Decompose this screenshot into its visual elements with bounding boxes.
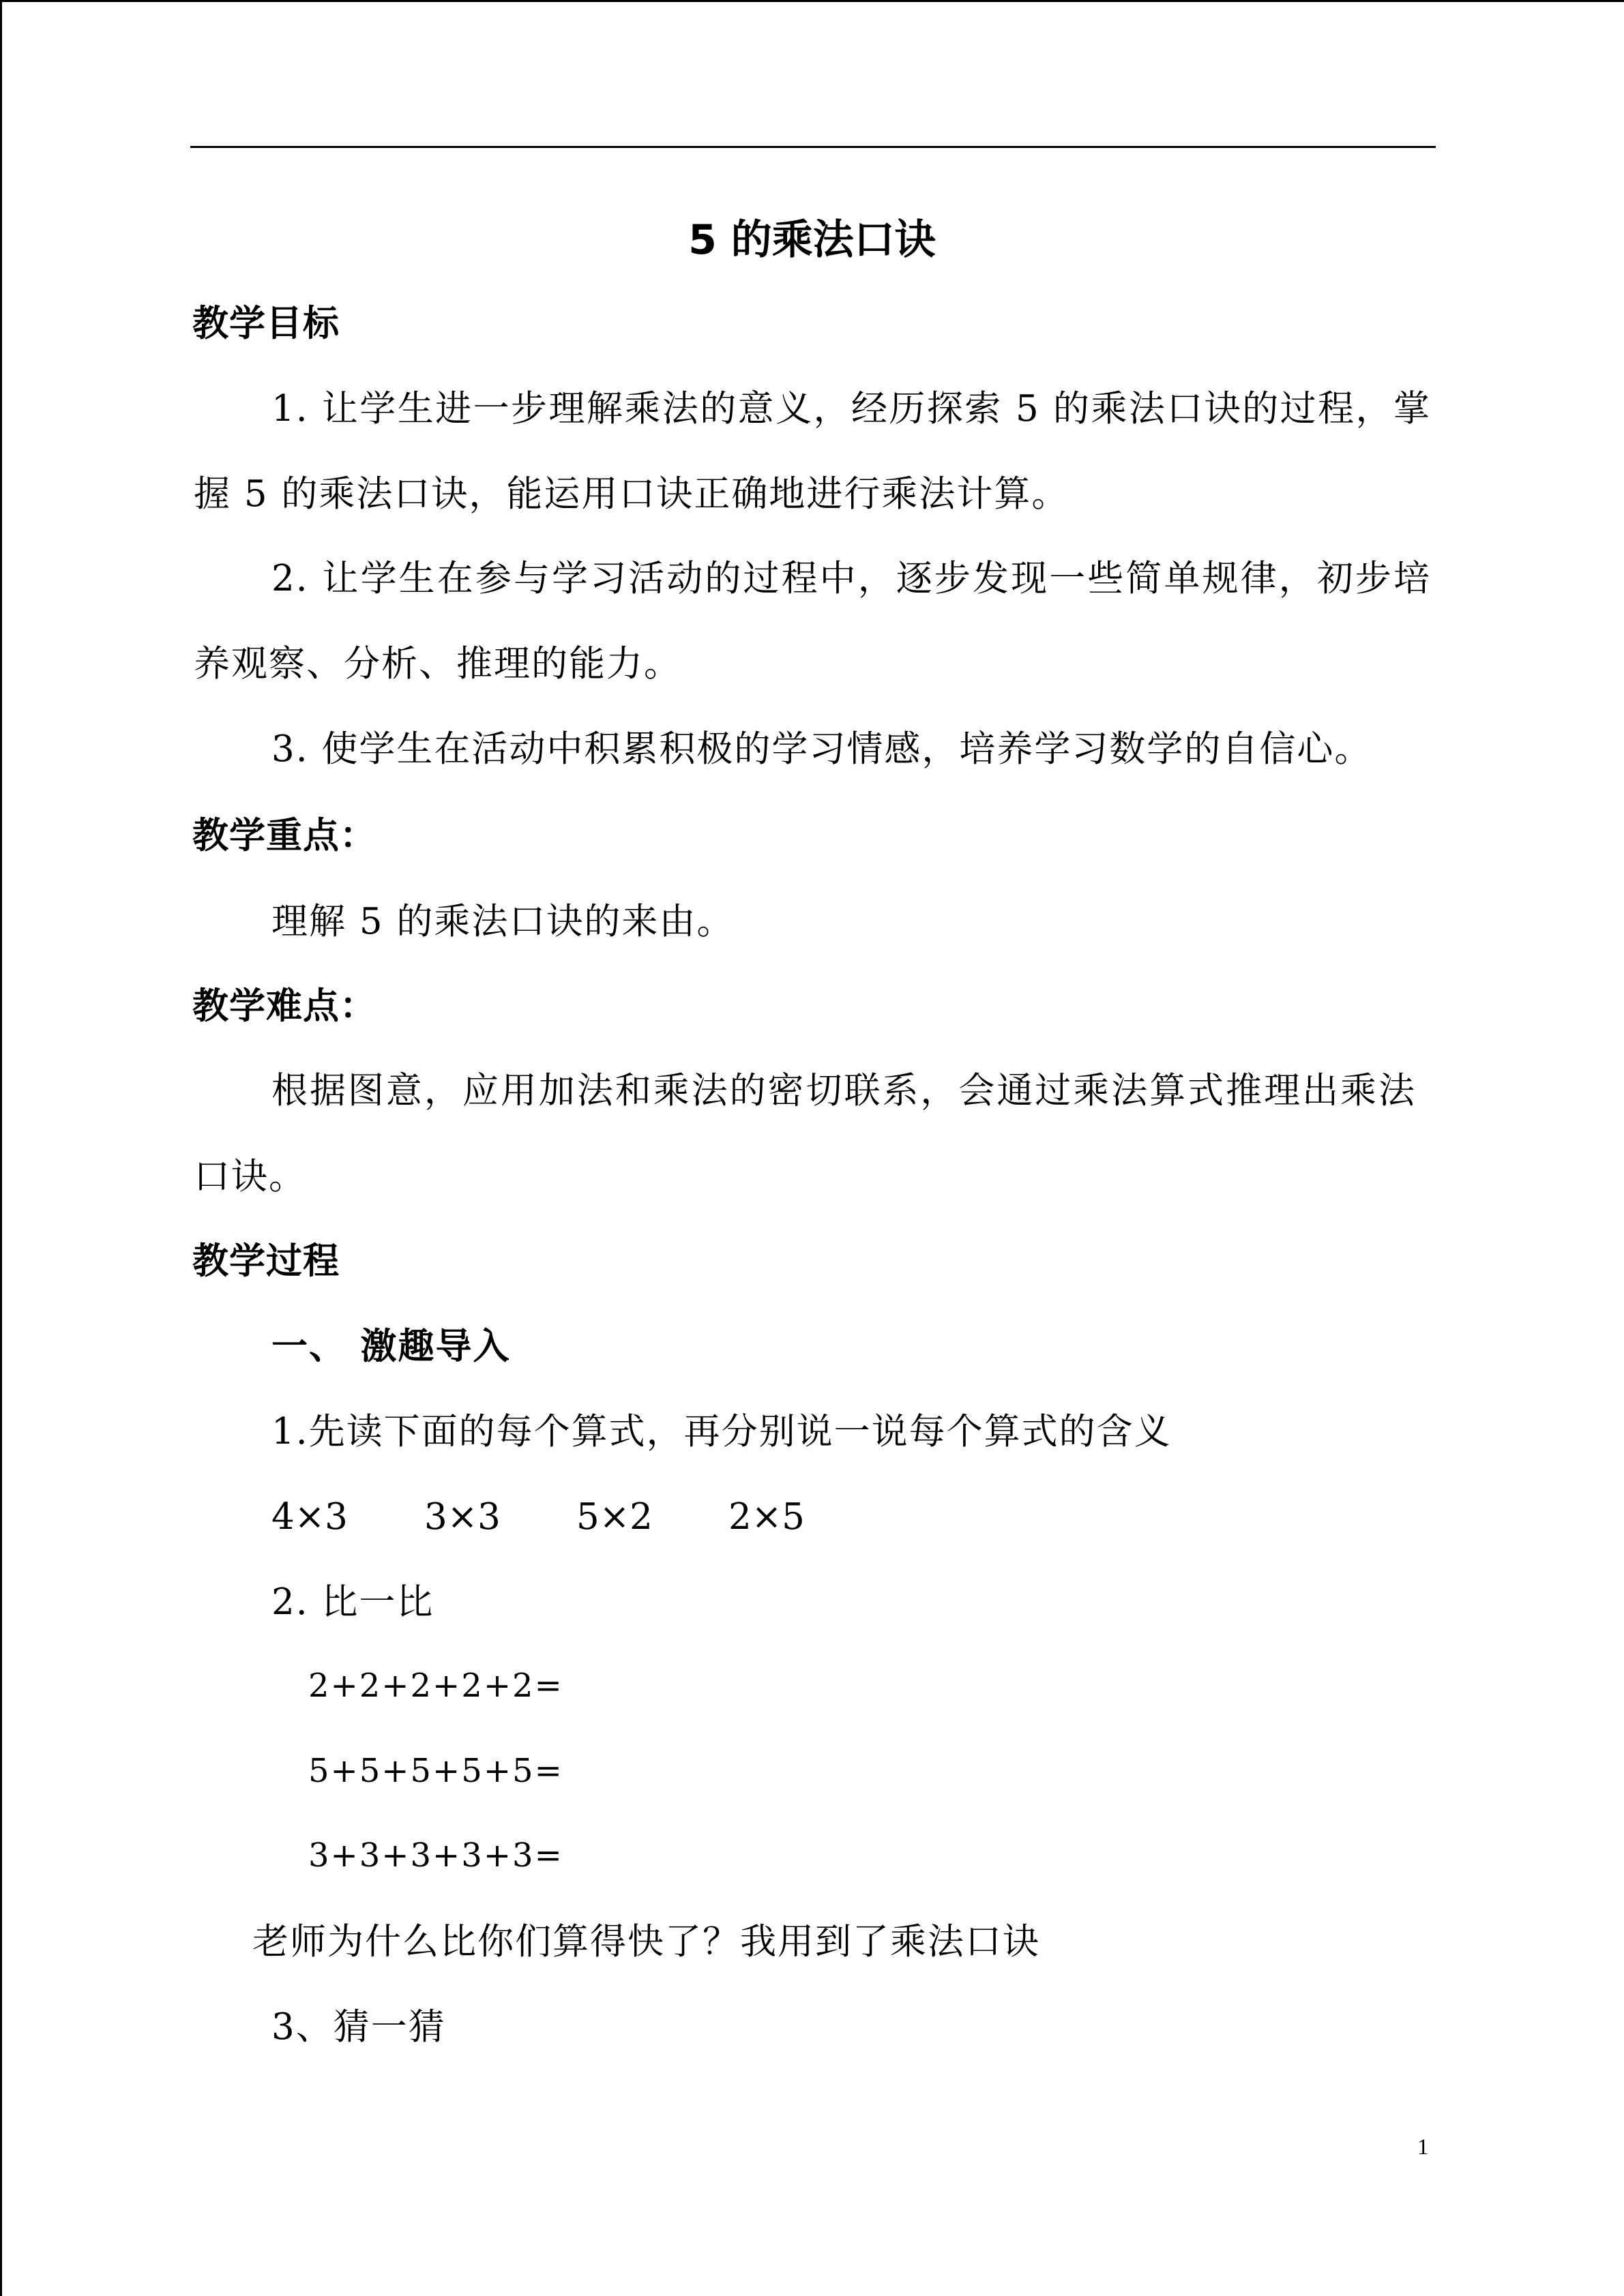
difficulty-heading: 教学难点： [192,985,377,1027]
goals-heading: 教学目标 [192,303,340,344]
teacher-remark: 老师为什么比你们算得快了？我用到了乘法口诀 [252,1921,1040,1963]
key-point-text: 理解 5 的乘法口诀的来由。 [271,901,735,942]
sum-expression: 2+2+2+2+2= [308,1667,563,1705]
step-1-text: 1.先读下面的每个算式，再分别说一说每个算式的含义 [271,1411,1172,1452]
key-point-heading: 教学重点： [192,815,377,856]
goal-3: 3. 使学生在活动中积累积极的学习情感，培养学习数学的自信心。 [271,728,1372,770]
expression: 2×5 [728,1496,805,1538]
difficulty-line-1: 根据图意，应用加法和乘法的密切联系，会通过乘法算式推理出乘法 [271,1070,1416,1112]
expression: 3×3 [424,1496,501,1538]
step-2-text: 2. 比一比 [271,1581,434,1623]
header-rule [190,146,1436,148]
page-number: 1 [1417,2135,1429,2160]
sum-expression: 5+5+5+5+5= [308,1752,563,1790]
difficulty-line-2: 口诀。 [194,1156,306,1197]
goal-1-line-1: 1. 让学生进一步理解乘法的意义，经历探索 5 的乘法口诀的过程，掌 [271,388,1431,430]
step-3-text: 3、猜一猜 [271,2006,446,2048]
expression: 4×3 [271,1496,348,1538]
goal-2-line-1: 2. 让学生在参与学习活动的过程中，逐步发现一些简单规律，初步培 [271,558,1431,599]
process-heading: 教学过程 [192,1240,340,1282]
document-title: 5 的乘法口诀 [688,216,936,264]
expression: 5×2 [576,1496,653,1538]
sum-expression: 3+3+3+3+3= [308,1836,563,1875]
section-1-heading: 一、 激趣导入 [271,1326,511,1367]
goal-1-line-2: 握 5 的乘法口诀，能运用口诀正确地进行乘法计算。 [194,473,1069,515]
goal-2-line-2: 养观察、分析、推理的能力。 [194,643,681,685]
